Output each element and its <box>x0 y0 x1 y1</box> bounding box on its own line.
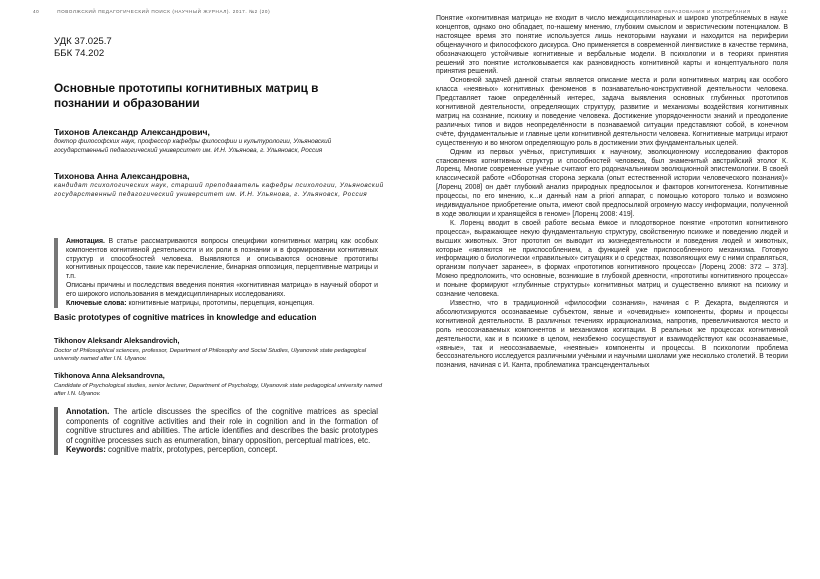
body-paragraph-5: Известно, что в традиционной «философии сознания», начиная с Р. Декарта, выделяются и абсолютизируются осознаваемые субъектом, явные и «очевидные» компоненты, формы и процессы когнитивной деятельности. В различных течениях иррационализма, напротив, превеличиваются место и роль неосознаваемых компонентов и механизмов когитации. В реальных же процессах когнитивной деятельности, как и в психике в целом, неизбежно сосуществуют и взаимодействуют как осознаваемые, «явные», так и неосознаваемые, «неявные» компоненты и процессы. В психологии проблема бессознательного исследуется различными учёными и научными школами уже несколько столетий. В теории познания, начиная с И. Канта, проблематика трансцендентальных <box>436 300 788 370</box>
en-author-affiliation-1: Doctor of Philosophical sciences, professor, Department of Philosophy and Social Studies, Ulyanovsk state pedagogical university named after I.N. Ulyanov. <box>54 348 367 363</box>
keywords-label: Ключевые слова: <box>66 299 127 307</box>
running-head-right <box>626 9 787 14</box>
author-name-1: Тихонов Александр Александрович, <box>54 127 210 137</box>
abstract-label: Аннотация. <box>66 238 105 245</box>
page-number-right: 41 <box>780 9 787 14</box>
author-name-2: Тихонова Анна Александровна, <box>54 171 190 181</box>
udk-code: УДК 37.025.7 <box>54 36 112 47</box>
en-author-name-2: Tikhonova Anna Aleksandrovna, <box>54 371 165 380</box>
right-page <box>410 0 820 579</box>
en-abstract-label: Annotation. <box>66 407 110 416</box>
classification-codes <box>54 36 112 59</box>
abstract-text: В статье рассматриваются вопросы специфики когнитивных матриц как особых компонентов когнитивной деятельности и их роли в познании и в формировании когнитивных структур и способностей человека. Выявляются и описываются основные прототипы когнитивных процессов, такие как перечисление, бинарная оппозиция, перцептивные матрицы и т.п. <box>66 238 378 281</box>
body-paragraph-2: Основной задачей данной статьи является описание места и роли когнитивных матриц как особого класса «неявных» когнитивных феноменов в познавательно-конструктивной деятельности человека. Представляет также определённый интерес, задача выявления основных глубинных прототипов когнитивной деятельности, определяющих структуру, развитие и механизмы воздействия когнитивных матриц на сознание, психику и поведение человека. Достижение упорядоченности знаний и преодоление различных типов и видов неопределённости в познаваемой ситуации представляют собой, в конечном счёте, фундаментальные и главные цели когнитивной деятельности человека. Когнитивные матрицы играют существенную и во многом определяющую роль в достижении этих фундаментальных целей. <box>436 77 788 147</box>
en-keywords-label: Keywords: <box>66 445 106 455</box>
en-author-affiliation-2: Candidate of Psychological studies, senior lecturer, Department of Psychology, Ulyanovsk state pedagogical university named after I.N. Ulyanov. <box>54 383 382 398</box>
abstract-text-2: Описаны причины и последствия введения понятия «когнитивная матрица» в научный оборот и его широкого использования в междисциплинарных исследованиях. <box>66 281 378 298</box>
keywords-text: когнитивные матрицы, прототипы, перцепция, концепция. <box>128 299 314 307</box>
body-paragraph-3: Одним из первых учёных, приступивших к научному, эволюционному исследованию факторов становления когнитивных структур и способностей человека, был знаменитый австрийский этолог К. Лоренц. Многие современные учёные считают его родоначальником эволюционной эпистемологии. В своей классической работе «Оборотная сторона зеркала (опыт естественной истории человеческого познания)» [Лоренц 2008] он даёт глубокий анализ природных предпосылок и факторов когнитогенеза. Когнитивные процессы, по его мнению, к...и данный нам a priori аппарат, с помощью которого только и возможно индивидуальное приобретение опыта, имеют свой предпосылкой огромную массу информации, полученной в ходе эволюции и хранящейся в геноме» [Лоренц 2008: 419]. <box>436 148 788 218</box>
author-affiliation-2: кандидат психологических наук, старший преподаватель кафедры психологии, Ульяновский государственный педагогический университет им. И.Н. Ульянова, г. Ульяновск, Россия <box>54 182 384 198</box>
en-keywords-text: cognitive matrix, prototypes, perception, concept. <box>108 445 278 455</box>
en-author-name-1: Tikhonov Aleksandr Aleksandrovich, <box>54 336 180 345</box>
abstract-en <box>54 407 378 455</box>
page-number-left: 40 <box>33 9 40 14</box>
body-paragraph-1: Понятие «когнитивная матрица» не входит в число междисциплинарных и широко употребляемых в науке концептов, однако оно обладает, по-нашему мнению, глубоким смыслом и эвристическим потенциалом. В настоящее время это понятие используется лишь некоторыми науками и находится на периферии общенаучного и философского дискурса. Оно применяется в современной лингвистике в качестве термина, обозначающего устойчивые когнитивные и вербальные модели. В психологии и в теориях принятия решений это понятие истолковывается как разновидность когнитивной карты и концептуального поля принятия решений. <box>436 15 788 76</box>
author-affiliation-1: доктор философских наук, профессор кафедры философии и культурологии, Ульяновский государственный педагогический университет им. И.Н. Ульянова, г. Ульяновск, Россия <box>54 138 332 154</box>
english-title: Basic prototypes of cognitive matrices in knowledge and education <box>54 313 317 322</box>
body-paragraph-4: К. Лоренц вводит в своей работе весьма ёмкое и плодотворное понятие «прототип когнитивного процесса», выражающее некую фундаментальную структуру, свойственную психике и поведению людей и высших животных. Этот прототип он выводит из жизнедеятельности и поведения людей и животных, которые «являются не приспособлением, а функцией уже приспособленного механизма. Готовую информацию о биологически «правильных» ситуациях и о средствах, позволяющих ему с ними справляться, организм получает заранее», в формах «прототипов когнитивного процесса» [Лоренц 2008: 372 – 373]. Можно предположить, что основные, возникшие в глубокой древности, «прототипы когнитивного процесса» и поныне формируют «глубинные структуры» когнитивных матриц и существенно влияют на психику и сознание человека. <box>436 219 788 299</box>
section-title: ФИЛОСОФИЯ ОБРАЗОВАНИЯ И ВОСПИТАНИЯ <box>626 9 751 14</box>
article-title: Основные прототипы когнитивных матриц в познании и образовании <box>54 81 319 110</box>
article-body <box>436 15 788 371</box>
running-head-left <box>33 9 270 14</box>
journal-title: ПОВОЛЖСКИЙ ПЕДАГОГИЧЕСКИЙ ПОИСК (НАУЧНЫЙ ЖУРНАЛ). 2017. №2 (20) <box>57 9 271 14</box>
bbk-code: ББК 74.202 <box>54 47 105 59</box>
en-abstract-text: The article discusses the specifics of the cognitive matrices as special components of cognitive activities and their role in cognition and in the formation of cognitive structures and abilities. The article identifies and describes the basic prototypes of cognitive processes such as enumeration, binary opposition, perceptual matrices, etc. <box>66 407 378 445</box>
abstract-ru <box>54 238 378 308</box>
